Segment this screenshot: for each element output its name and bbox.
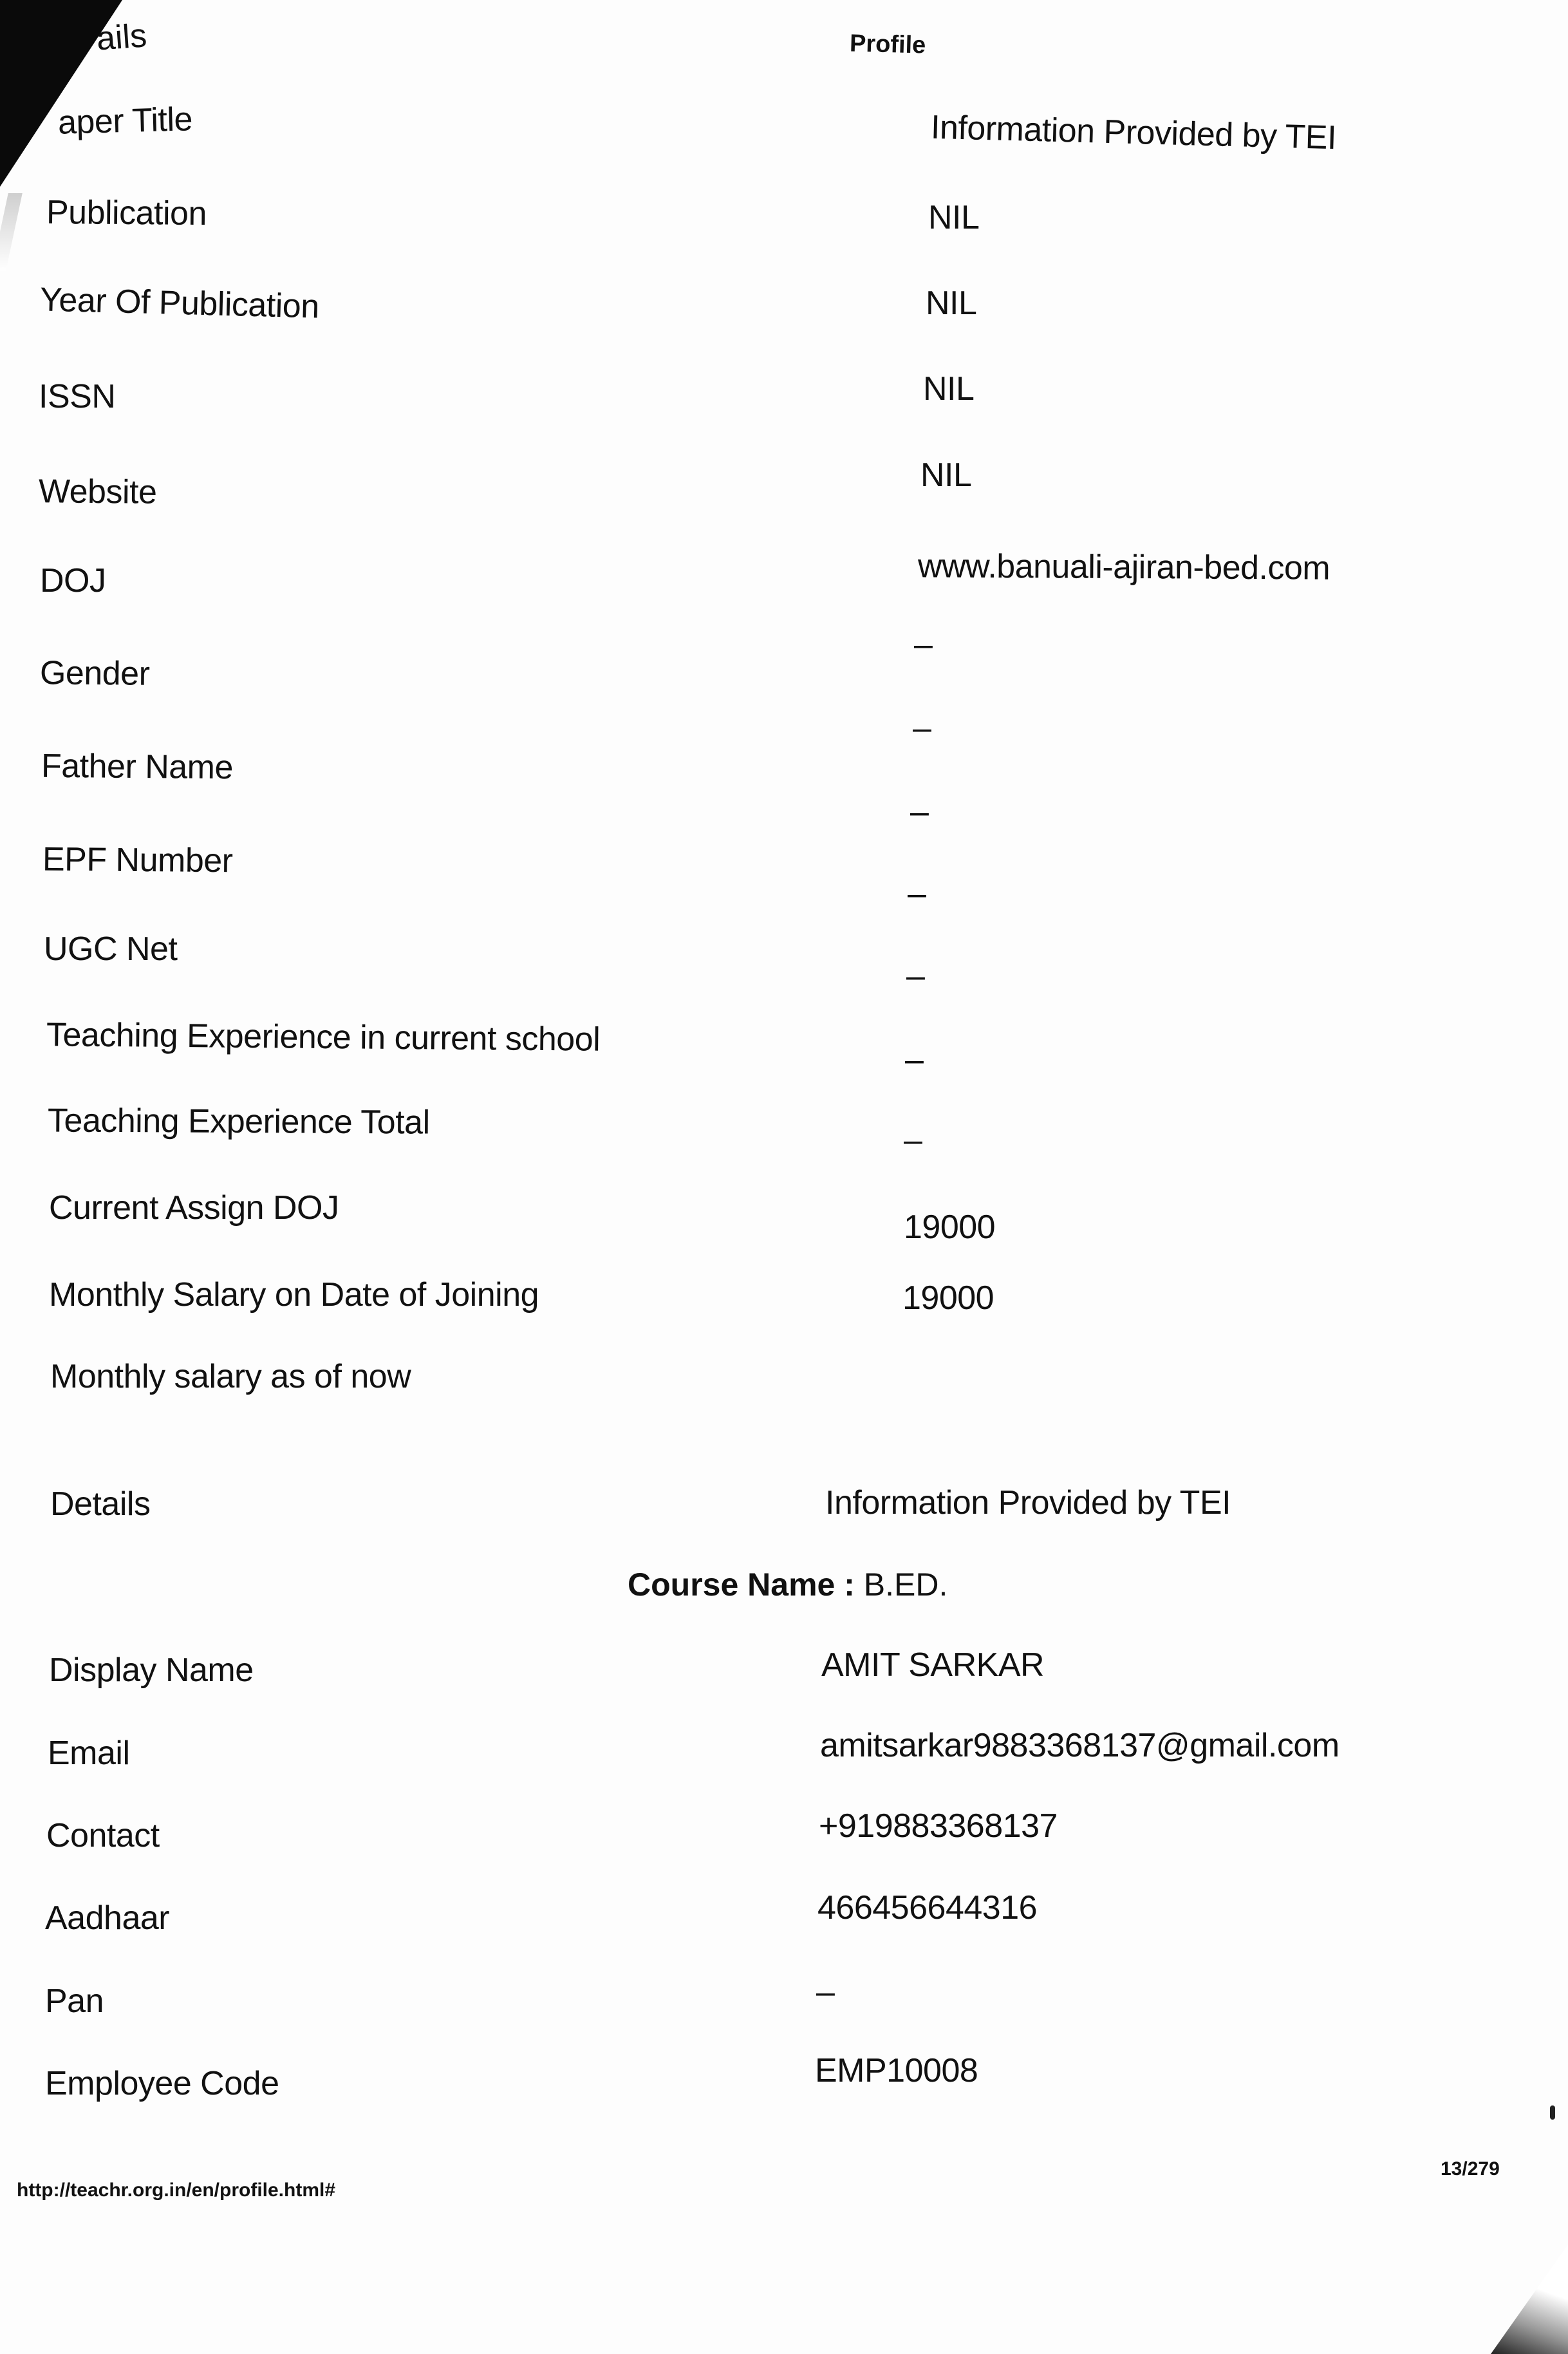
label-epf-number: EPF Number (42, 840, 233, 880)
value-ugc-net: – (908, 875, 926, 912)
footer-url-link[interactable]: http://teachr.org.in/en/profile.html# (17, 2180, 336, 2201)
value-aadhaar: 466456644316 (817, 1889, 1038, 1926)
value-father-name: – (913, 710, 931, 747)
label-issn: ISSN (39, 378, 116, 415)
value-contact: +919883368137 (819, 1807, 1058, 1845)
label-contact: Contact (46, 1817, 160, 1854)
label-doj: DOJ (40, 562, 106, 599)
course-name-label: Course Name (628, 1567, 835, 1603)
label-publication: Publication (46, 193, 207, 233)
label-current-assign-doj: Current Assign DOJ (49, 1189, 339, 1227)
value-pan: – (816, 1973, 835, 2011)
label-teaching-exp-current: Teaching Experience in current school (46, 1016, 601, 1059)
label-paper-title: aper Title (57, 100, 193, 142)
details-label: Details (50, 1485, 151, 1523)
label-teaching-exp-total: Teaching Experience Total (47, 1102, 430, 1142)
value-teaching-exp-total: – (905, 1041, 924, 1078)
value-monthly-salary-joining: 19000 (904, 1209, 996, 1246)
value-publication: NIL (928, 199, 980, 236)
value-email: amitsarkar9883368137@gmail.com (820, 1727, 1339, 1764)
course-name-sep: : (835, 1567, 864, 1603)
value-year-of-publication: NIL (926, 285, 977, 322)
value-epf-number: – (910, 793, 929, 831)
label-employee-code: Employee Code (45, 2065, 279, 2102)
page-number: 13/279 (1441, 2158, 1500, 2180)
course-name-line (628, 1566, 947, 1603)
details-value: Information Provided by TEI (825, 1484, 1231, 1521)
value-issn: NIL (923, 370, 975, 408)
edge-mark (1550, 2105, 1555, 2120)
page-curl (1491, 2245, 1568, 2354)
value-employee-code: EMP10008 (815, 2052, 978, 2089)
label-monthly-salary-joining: Monthly Salary on Date of Joining (49, 1276, 539, 1314)
label-year-of-publication: Year Of Publication (39, 281, 320, 326)
value-website: NIL (920, 457, 972, 494)
value-paper-title: Information Provided by TEI (930, 108, 1337, 157)
value-doj: www.banuali-ajiran-bed.com (917, 547, 1330, 587)
label-display-name: Display Name (49, 1652, 254, 1689)
value-monthly-salary-now: 19000 (902, 1279, 994, 1317)
label-father-name: Father Name (41, 747, 234, 787)
label-gender: Gender (39, 654, 150, 693)
value-current-assign-doj: – (904, 1122, 922, 1159)
value-display-name: AMIT SARKAR (821, 1646, 1045, 1684)
label-pan: Pan (45, 1982, 104, 2020)
label-email: Email (48, 1735, 130, 1772)
label-monthly-salary-now: Monthly salary as of now (50, 1358, 411, 1395)
label-aadhaar: Aadhaar (45, 1899, 170, 1937)
section-heading-fragment: ails (95, 17, 148, 58)
value-gender: – (914, 626, 933, 663)
label-ugc-net: UGC Net (44, 930, 178, 968)
label-website: Website (38, 473, 157, 511)
page-title: Profile (849, 30, 926, 59)
value-teaching-exp-current: – (906, 957, 925, 995)
course-name-value: B.ED. (863, 1567, 948, 1603)
page-edge-streak (0, 193, 23, 270)
